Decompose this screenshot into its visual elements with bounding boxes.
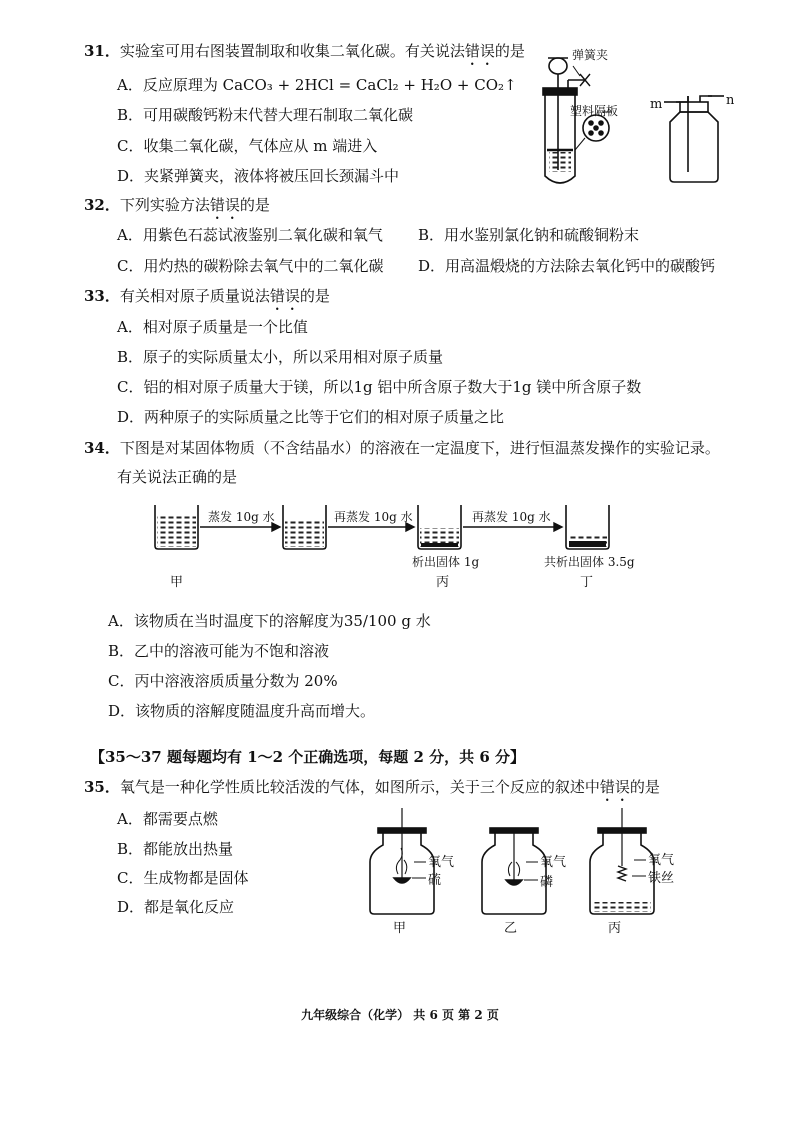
jar-phosphorus <box>482 828 546 914</box>
arrow-step3 <box>463 523 562 531</box>
stem-text-end: 的是 <box>299 287 330 305</box>
option-35-a: A．都需要点燃 <box>117 810 218 828</box>
stem-text: 下图是对某固体物质（不含结晶水）的溶液在一定温度下，进行恒温蒸发操作的实验记录。 <box>119 439 720 457</box>
stopper <box>543 88 577 95</box>
question-number: 32． <box>84 196 120 214</box>
label-bing: 丙 <box>436 575 450 590</box>
option-32-b: B．用水鉴别氯化钠和硫酸铜粉末 <box>418 226 640 244</box>
option-32-c: C．用灼热的碳粉除去氧气中的二氧化碳 <box>117 257 384 275</box>
jar3-substance-label: 铁丝 <box>648 871 675 886</box>
label-ding: 丁 <box>580 575 594 590</box>
jar1-substance-label: 硫 <box>428 873 442 888</box>
option-32-a: A．用紫色石蕊试液鉴别二氧化碳和氧气 <box>117 226 383 244</box>
option-34-a: A．该物质在当时温度下的溶解度为35/100 g 水 <box>108 612 431 630</box>
label-spring-clip: 弹簧夹 <box>572 48 609 62</box>
stem-text-end: 的是 <box>629 778 660 796</box>
stem-text-end: 的是 <box>239 196 270 214</box>
collection-bottle <box>664 96 724 182</box>
label-m: m <box>650 97 663 112</box>
option-34-c: C．丙中溶液溶质质量分数为 20% <box>108 672 338 690</box>
section-note: 【35～37 题每题均有 1～2 个正确选项，每题 2 分，共 6 分】 <box>90 748 526 766</box>
jar1-gas-label: 氧气 <box>428 855 455 870</box>
option-31-c: C．收集二氧化碳，气体应从 m 端进入 <box>117 137 378 155</box>
stem-text: 有关相对原子质量说法 <box>119 287 270 305</box>
beaker-bing <box>418 505 461 549</box>
option-33-d: D．两种原子的实际质量之比等于它们的相对原子质量之比 <box>117 408 505 426</box>
option-34-d: D．该物质的溶解度随温度升高而增大。 <box>108 702 376 720</box>
question-number: 35． <box>84 778 120 796</box>
jar2-substance-label: 磷 <box>540 875 554 890</box>
arrow-step2 <box>328 523 414 531</box>
arrow-step1 <box>200 523 280 531</box>
jar-sulfur <box>370 808 434 914</box>
question-number: 34． <box>84 439 120 457</box>
stem-text: 下列实验方法 <box>119 196 210 214</box>
stem-text-end: 的是 <box>494 42 525 60</box>
label-step3: 再蒸发 10g 水 <box>472 510 551 524</box>
stem-text: 氧气是一种化学性质比较活泼的气体，如图所示，关于三个反应的叙述中 <box>119 778 600 796</box>
emphasis-text: 错误 <box>599 778 630 796</box>
beaker-jia <box>155 505 198 549</box>
option-35-b: B．都能放出热量 <box>117 840 234 858</box>
beaker-yi <box>283 505 326 549</box>
jar1-label: 甲 <box>393 921 407 936</box>
option-33-a: A．相对原子质量是一个比值 <box>117 318 308 336</box>
question-number: 31． <box>84 42 120 60</box>
jar-iron-wire <box>590 808 654 914</box>
option-32-d: D．用高温煅烧的方法除去氧化钙中的碳酸钙 <box>418 257 716 275</box>
funnel-bulb <box>549 58 567 74</box>
stem-text: 实验室可用右图装置制取和收集二氧化碳。有关说法 <box>119 42 465 60</box>
jar2-label: 乙 <box>504 921 518 936</box>
option-35-c: C．生成物都是固体 <box>117 869 249 887</box>
option-31-b: B．可用碳酸钙粉末代替大理石制取二氧化碳 <box>117 106 414 124</box>
note-bing: 析出固体 1g <box>412 555 480 569</box>
option-31-a: A．反应原理为 CaCO₃ + 2HCl = CaCl₂ + H₂O + CO₂↑ <box>117 76 517 94</box>
label-n: n <box>726 93 735 108</box>
option-34-b: B．乙中的溶液可能为不饱和溶液 <box>108 642 330 660</box>
emphasis-text: 错误 <box>269 287 300 305</box>
page-footer: 九年级综合（化学） 共 6 页 第 2 页 <box>301 1008 499 1022</box>
label-jia: 甲 <box>170 575 184 590</box>
option-33-c: C．铝的相对原子质量大于镁，所以1g 铝中所含原子数大于1g 镁中所含原子数 <box>117 378 642 396</box>
option-31-d: D．夹紧弹簧夹，液体将被压回长颈漏斗中 <box>117 167 400 185</box>
label-step2: 再蒸发 10g 水 <box>334 510 413 524</box>
jar2-gas-label: 氧气 <box>540 855 567 870</box>
jar3-gas-label: 氧气 <box>648 853 675 868</box>
emphasis-text: 错误 <box>464 42 495 60</box>
jar3-label: 丙 <box>608 921 622 936</box>
co2-generator-apparatus <box>543 58 612 183</box>
option-35-d: D．都是氧化反应 <box>117 898 235 916</box>
label-step1: 蒸发 10g 水 <box>208 510 275 524</box>
option-33-b: B．原子的实际质量太小，所以采用相对原子质量 <box>117 348 444 366</box>
emphasis-text: 错误 <box>209 196 240 214</box>
question-34-stem-line2: 有关说法正确的是 <box>117 468 238 486</box>
label-plastic-plate: 塑料隔板 <box>570 104 619 118</box>
beaker-ding <box>566 505 609 549</box>
note-ding: 共析出固体 3.5g <box>544 555 635 569</box>
question-number: 33． <box>84 287 120 305</box>
